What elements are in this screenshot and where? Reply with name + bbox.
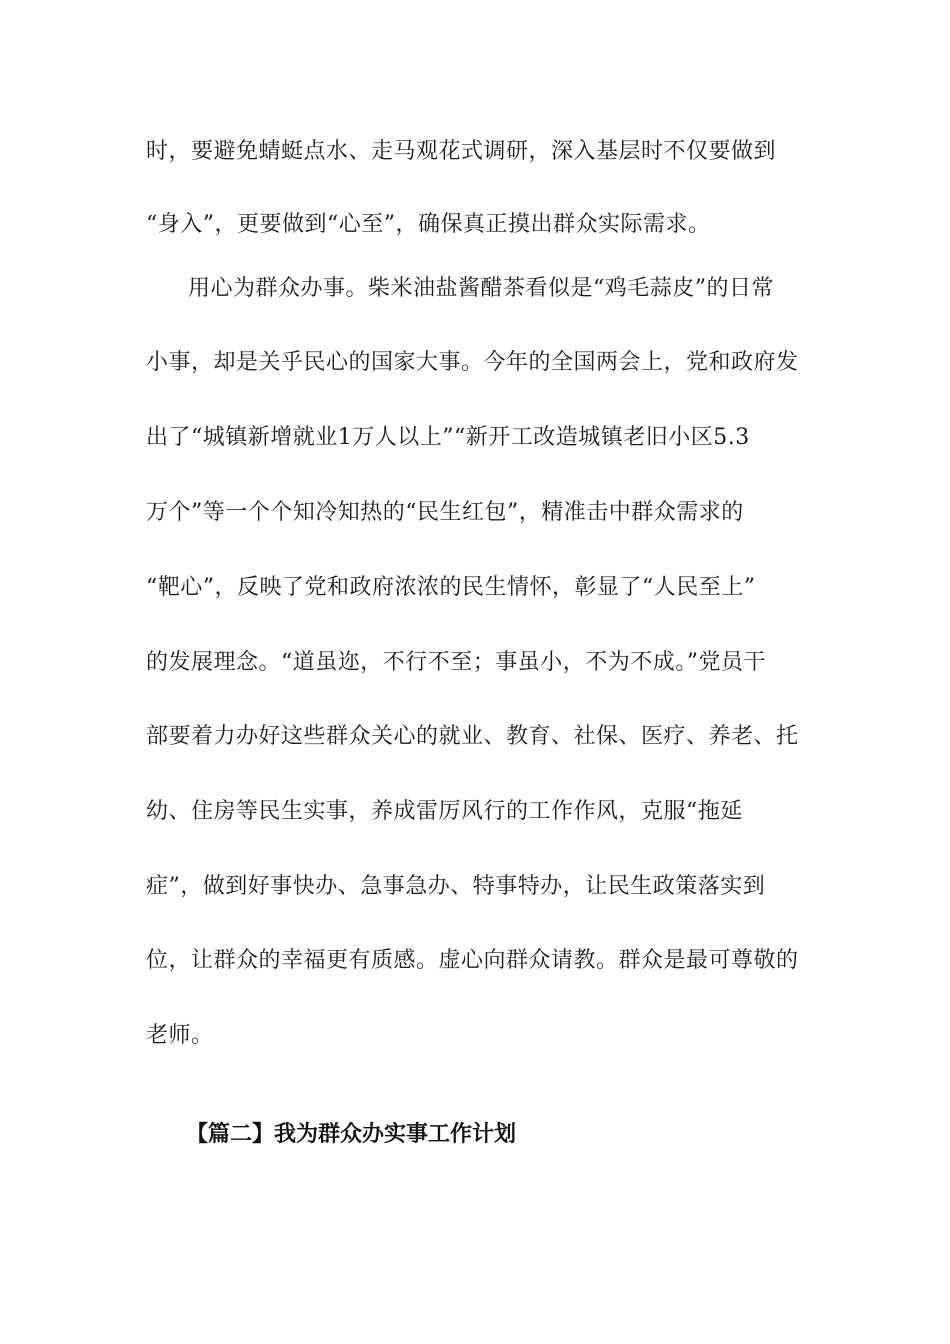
section-heading: 【篇二】我为群众办实事工作计划 (186, 1122, 517, 1147)
body-text-line: 症”，做到好事快办、急事急办、特事特办，让民生政策落实到 (146, 874, 766, 899)
body-text-line: 幼、住房等民生实事，养成雷厉风行的工作作风，克服“拖延 (146, 799, 743, 824)
body-text-line: “身入”，更要做到“心至”，确保真正摸出群众实际需求。 (146, 212, 711, 237)
body-text-line: 的发展理念。“道虽迩，不行不至；事虽小，不为不成。”党员干 (146, 650, 766, 675)
body-text-line: 位，让群众的幸福更有质感。虚心向群众请教。群众是最可尊敬的 (146, 948, 799, 973)
body-text-line: “靶心”，反映了党和政府浓浓的民生情怀，彰显了“人民至上” (146, 575, 756, 600)
body-text-line: 部要着力办好这些群众关心的就业、教育、社保、医疗、养老、托 (146, 724, 799, 749)
paragraph-first-line: 用心为群众办事。柴米油盐酱醋茶看似是“鸡毛蒜皮”的日常 (188, 276, 774, 301)
body-text-line: 万个”等一个个知冷知热的“民生红包”，精准击中群众需求的 (146, 500, 744, 525)
body-text-line: 时，要避免蜻蜓点水、走马观花式调研，深入基层时不仅要做到 (146, 139, 777, 164)
body-text-line: 小事，却是关乎民心的国家大事。今年的全国两会上，党和政府发 (146, 350, 799, 375)
body-text-line: 出了“城镇新增就业1万人以上”“新开工改造城镇老旧小区5.3 (146, 425, 750, 450)
body-text-line: 老师。 (146, 1023, 214, 1048)
